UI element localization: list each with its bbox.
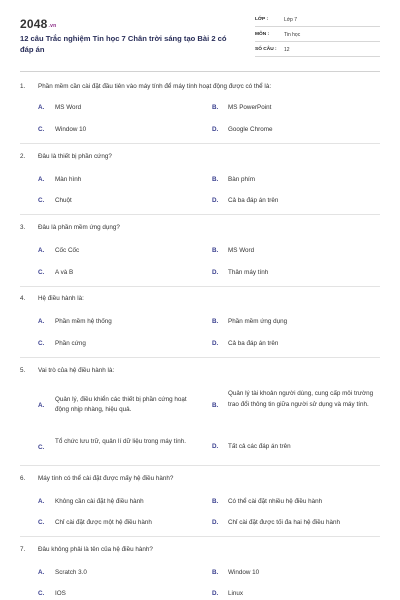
question-text: Đâu là thiết bị phần cứng? [38,153,112,160]
option-c[interactable]: Window 10 [55,126,87,133]
logo-text: 2048 [20,17,48,31]
option-letter: D. [212,269,219,276]
question-text: Phần mềm cần cài đặt đầu tiên vào máy tính để máy tính hoạt động được có thể là: [38,83,272,90]
option-letter: B. [212,176,219,183]
site-logo[interactable] [20,17,56,31]
meta-label: SỐ CÂU : [255,47,277,52]
option-letter: A. [38,247,45,254]
meta-value: Tin học [284,32,301,38]
option-letter: D. [212,340,219,347]
question-divider [20,214,380,215]
option-letter: D. [212,197,219,204]
question-number: 7. [20,546,26,553]
option-c[interactable]: A và B [55,269,74,276]
option-d[interactable]: Tất cả các đáp án trên [228,443,291,450]
meta-label: LỚP : [255,17,269,22]
option-c[interactable]: Chỉ cài đặt được một hệ điều hành [55,519,152,526]
option-letter: C. [38,590,45,597]
page-title: 12 câu Trắc nghiệm Tin học 7 Chân trời sáng tạo Bài 2 có đáp án [20,34,227,54]
option-b[interactable]: Window 10 [228,569,260,576]
option-b[interactable]: MS PowerPoint [228,104,272,111]
option-letter: D. [212,590,219,597]
option-d[interactable]: Cả ba đáp án trên [228,197,279,204]
question-number: 1. [20,83,26,90]
option-c[interactable]: Chuột [55,197,72,204]
meta-value: 12 [284,47,290,53]
option-a[interactable]: Không cần cài đặt hệ điều hành [55,498,144,505]
page-header [0,0,400,70]
option-a[interactable]: Màn hình [55,176,82,183]
question-number: 3. [20,224,26,231]
option-d[interactable]: Google Chrome [228,126,273,133]
option-letter: B. [212,402,219,409]
option-letter: D. [212,443,219,450]
meta-row-count [255,43,380,57]
option-b[interactable]: MS Word [228,247,255,254]
option-letter: B. [212,104,219,111]
option-letter: B. [212,569,219,576]
option-a[interactable]: Phần mềm hệ thống [55,318,112,325]
option-a[interactable]: Scratch 3.0 [55,569,87,576]
option-c[interactable]: IOS [55,590,66,597]
question-divider [20,357,380,358]
option-letter: C. [38,340,45,347]
option-d[interactable]: Thân máy tính [228,269,269,276]
meta-row-class [255,13,380,27]
option-letter: A. [38,402,45,409]
option-letter: C. [38,197,45,204]
question-divider [20,465,380,466]
option-letter: A. [38,498,45,505]
option-c[interactable]: Phần cứng [55,340,86,347]
option-b[interactable]: Quản lý tài khoản người dùng, cung cấp môi trường trao đổi thông tin giữa người sử dụng và máy tính. [228,390,374,408]
question-number: 4. [20,295,26,302]
question-number: 5. [20,367,26,374]
option-letter: C. [38,519,45,526]
question-number: 6. [20,475,26,482]
option-letter: A. [38,176,45,183]
option-letter: B. [212,318,219,325]
option-letter: B. [212,247,219,254]
option-a[interactable]: Quản lý, điều khiển các thiết bị phần cứng hoạt động nhịp nhàng, hiệu quả. [55,396,187,413]
option-letter: A. [38,318,45,325]
quiz-meta [255,13,380,58]
option-letter: A. [38,104,45,111]
header-divider [20,71,380,72]
option-letter: C. [38,444,45,451]
option-d[interactable]: Chỉ cài đặt được tối đa hai hệ điều hành [228,519,340,526]
question-text: Đâu là phần mềm ứng dụng? [38,224,120,231]
question-divider [20,286,380,287]
option-d[interactable]: Cả ba đáp án trên [228,340,279,347]
option-letter: C. [38,269,45,276]
option-b[interactable]: Bàn phím [228,176,255,183]
logo-tld: .vn [48,23,57,29]
option-b[interactable]: Phần mềm ứng dụng [228,318,288,325]
option-letter: A. [38,569,45,576]
question-text: Máy tính có thể cài đặt được mấy hệ điều hành? [38,475,174,482]
option-a[interactable]: MS Word [55,104,82,111]
meta-value: Lớp 7 [284,17,298,23]
question-divider [20,536,380,537]
option-letter: B. [212,498,219,505]
option-a[interactable]: Cốc Cốc [55,247,80,254]
question-text: Hệ điều hành là: [38,295,84,302]
option-letter: D. [212,126,219,133]
question-number: 2. [20,153,26,160]
option-d[interactable]: Linux [228,590,244,597]
option-letter: C. [38,126,45,133]
option-b[interactable]: Có thể cài đặt nhiều hệ điều hành [228,498,323,505]
option-letter: D. [212,519,219,526]
question-text: Đâu không phải là tên của hệ điều hành? [38,546,153,553]
meta-label: MÔN : [255,32,270,37]
question-text: Vai trò của hệ điều hành là: [38,367,115,374]
option-c[interactable]: Tổ chức lưu trữ, quản lí dữ liệu trong máy tính. [55,438,186,445]
meta-row-subject [255,28,380,42]
question-divider [20,143,380,144]
